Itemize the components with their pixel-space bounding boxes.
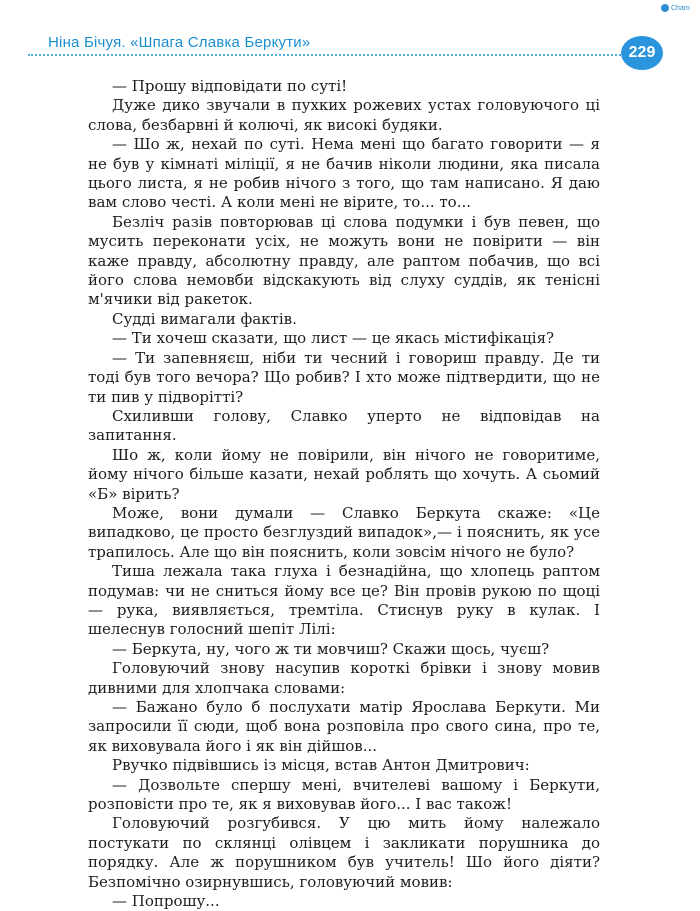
paragraph: Шо ж, коли йому не повірили, він нічого не говоритиме, йому нічого більше казати, нехай роблять що хочуть. А сьомий «Б» вірить? xyxy=(88,445,600,503)
paragraph: Дуже дико звучали в пухких рожевих устах головуючого ці слова, безбарвні й колючі, як високі будяки. xyxy=(88,96,600,134)
paragraph: — Беркута, ну, чого ж ти мовчиш? Скажи щось, чуєш? xyxy=(112,639,550,658)
paragraph: Головуючий знову насупив короткі брівки і знову мовив дивними для хлопчака словами: xyxy=(88,659,600,697)
corner-logo-text: Cham xyxy=(671,4,690,12)
paragraph: Може, вони думали — Славко Беркута скаже: «Це випадково, це просто безглуздий випадок»,— і пояснить, як усе трапилось. Але що він пояснить, коли зовсім нічого не було? xyxy=(88,503,600,561)
paragraph: Судді вимагали фактів. xyxy=(112,309,297,328)
logo-icon xyxy=(661,4,669,12)
paragraph: Тиша лежала така глуха і безнадійна, що хлопець раптом подумав: чи не сниться йому все це? Він провів рукою по щоці — рука, виявляється, тремтіла. Стиснув руку в кулак. І шелеснув голосний шепіт Лілі: xyxy=(88,562,600,639)
corner-logo xyxy=(661,4,690,12)
paragraph: — Дозвольте спершу мені, вчителеві вашому і Беркути, розповісти про те, як я виховував його... І вас також! xyxy=(88,775,600,814)
paragraph: — Ти хочеш сказати, що лист — це якась містифікація? xyxy=(112,329,555,348)
paragraph: Безліч разів повторював ці слова подумки і був певен, що мусить переконати усіх, не можуть вони не повірити — він каже правду, абсолютну правду, але раптом побачив, що всі його слова немовби відскакують від слуху суддів, як тенісні м'ячики від ракеток. xyxy=(88,212,600,309)
paragraph: Схиливши голову, Славко уперто не відповідав на запитання. xyxy=(88,406,600,445)
header-dotted-rule xyxy=(28,54,628,56)
paragraph: Головуючий розгубився. У цю мить йому належало постукати по склянці олівцем і закликати порушника до порядку. Але ж порушником був учитель! Шо його діяти? Безпомічно озирнувшись, головуючий мовив: xyxy=(88,814,600,891)
paragraph: — Ти запевняєш, ніби ти чесний і говориш правду. Де ти тоді був того вечора? Що робив? І хто може підтвердити, що не ти пив у підворітті? xyxy=(88,348,600,406)
paragraph: — Попрошу... xyxy=(112,892,220,911)
paragraph: Рвучко підвівшись із місця, встав Антон Дмитрович: xyxy=(112,756,530,775)
running-header: Ніна Бічуя. «Шпага Славка Беркути» xyxy=(48,34,311,51)
page-number-badge: 229 xyxy=(621,36,663,70)
paragraph: — Шо ж, нехай по суті. Нема мені що багато говорити — я не був у кімнаті міліції, я не бачив ніколи людини, яка писала цього листа, я не робив нічого з того, що там написано. Я даю вам слово честі. А коли мені не вірите, то... то... xyxy=(88,135,600,212)
paragraph: — Прошу відповідати по суті! xyxy=(112,77,348,95)
body-text xyxy=(88,77,600,911)
paragraph: — Бажано було б послухати матір Ярослава Беркути. Ми запросили її сюди, щоб вона розповіла про свого сина, про те, як виховувала його і як він дійшов... xyxy=(88,698,600,755)
